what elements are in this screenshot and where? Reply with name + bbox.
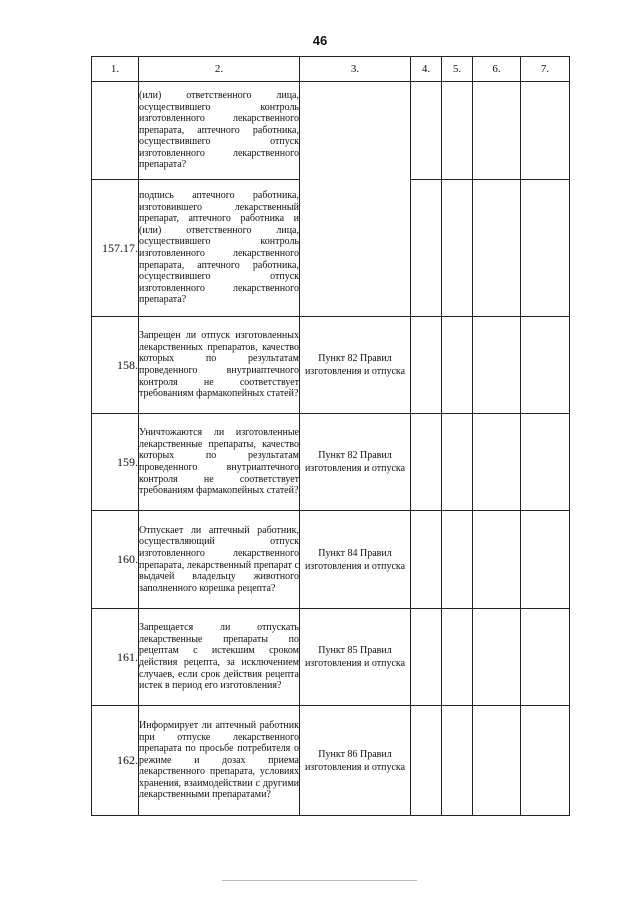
row-cell-4 xyxy=(411,180,442,317)
row-cell-5 xyxy=(442,511,473,609)
row-cell-5 xyxy=(442,706,473,816)
row-reference: Пункт 84 Правил изготовления и отпуска xyxy=(300,511,411,609)
row-question: Отпускает ли аптечный работник, осуществляющий отпуск изготовленного лекарственного препарата, лекарственный препарат с выдачей владельцу животного заполненного корешка рецепта? xyxy=(139,511,300,609)
row-cell-5 xyxy=(442,609,473,706)
row-reference: Пункт 85 Правил изготовления и отпуска xyxy=(300,609,411,706)
row-number: 159. xyxy=(92,414,139,511)
header-col-7: 7. xyxy=(521,57,570,82)
row-cell-4 xyxy=(411,414,442,511)
row-reference xyxy=(300,82,411,317)
header-col-4: 4. xyxy=(411,57,442,82)
row-cell-6 xyxy=(473,180,521,317)
table-row xyxy=(92,511,570,609)
table-row xyxy=(92,82,570,180)
table-row xyxy=(92,609,570,706)
table-row xyxy=(92,317,570,414)
row-reference: Пункт 86 Правил изготовления и отпуска xyxy=(300,706,411,816)
row-number: 158. xyxy=(92,317,139,414)
header-col-1: 1. xyxy=(92,57,139,82)
row-cell-4 xyxy=(411,706,442,816)
header-col-6: 6. xyxy=(473,57,521,82)
row-cell-7 xyxy=(521,511,570,609)
row-cell-7 xyxy=(521,180,570,317)
header-col-3: 3. xyxy=(300,57,411,82)
row-cell-6 xyxy=(473,609,521,706)
row-cell-6 xyxy=(473,317,521,414)
row-question: Запрещается ли отпускать лекарственные препараты по рецептам с истекшим сроком действия рецепта, за исключением случаев, если срок действия рецепта истек в период его изготовления? xyxy=(139,609,300,706)
row-cell-7 xyxy=(521,609,570,706)
row-cell-5 xyxy=(442,317,473,414)
row-cell-6 xyxy=(473,511,521,609)
row-question: Уничтожаются ли изготовленные лекарственные препараты, качество которых по результатам проведенного внутриаптечного контроля не соответствует требованиям фармакопейных статей? xyxy=(139,414,300,511)
row-number: 157.17. xyxy=(92,180,139,317)
table-row xyxy=(92,706,570,816)
bottom-divider xyxy=(222,880,417,881)
row-number xyxy=(92,82,139,180)
row-cell-7 xyxy=(521,414,570,511)
row-cell-7 xyxy=(521,706,570,816)
row-question: (или) ответственного лица, осуществившего контроль изготовленного лекарственного препарата, аптечного работника, осуществившего отпуск изготовленного лекарственного препарата? xyxy=(139,82,300,180)
row-cell-7 xyxy=(521,82,570,180)
row-number: 162. xyxy=(92,706,139,816)
row-cell-4 xyxy=(411,511,442,609)
row-cell-5 xyxy=(442,82,473,180)
header-col-2: 2. xyxy=(139,57,300,82)
header-row xyxy=(92,57,570,82)
row-reference: Пункт 82 Правил изготовления и отпуска xyxy=(300,317,411,414)
row-reference: Пункт 82 Правил изготовления и отпуска xyxy=(300,414,411,511)
row-cell-4 xyxy=(411,317,442,414)
table-row xyxy=(92,414,570,511)
row-question: Запрещен ли отпуск изготовленных лекарственных препаратов, качество которых по результатам проведенного внутриаптечного контроля не соответствует требованиям фармакопейных статей? xyxy=(139,317,300,414)
page-number: 46 xyxy=(312,33,328,48)
row-cell-6 xyxy=(473,82,521,180)
row-cell-7 xyxy=(521,317,570,414)
checklist-table xyxy=(91,56,570,816)
row-question: подпись аптечного работника, изготовившего лекарственный препарат, аптечного работника и (или) ответственного лица, осуществившего контроль изготовленного лекарственного препарата, аптечного работника, осуществившего отпуск изготовленного лекарственного препарата? xyxy=(139,180,300,317)
row-cell-6 xyxy=(473,706,521,816)
row-cell-4 xyxy=(411,82,442,180)
row-question: Информирует ли аптечный работник при отпуске лекарственного препарата по просьбе потребителя о режиме и дозах приема лекарственного препарата, условиях хранения, взаимодействии с другими лекарственными препаратами? xyxy=(139,706,300,816)
row-cell-5 xyxy=(442,414,473,511)
row-cell-4 xyxy=(411,609,442,706)
row-cell-5 xyxy=(442,180,473,317)
row-number: 161. xyxy=(92,609,139,706)
row-number: 160. xyxy=(92,511,139,609)
header-col-5: 5. xyxy=(442,57,473,82)
row-cell-6 xyxy=(473,414,521,511)
